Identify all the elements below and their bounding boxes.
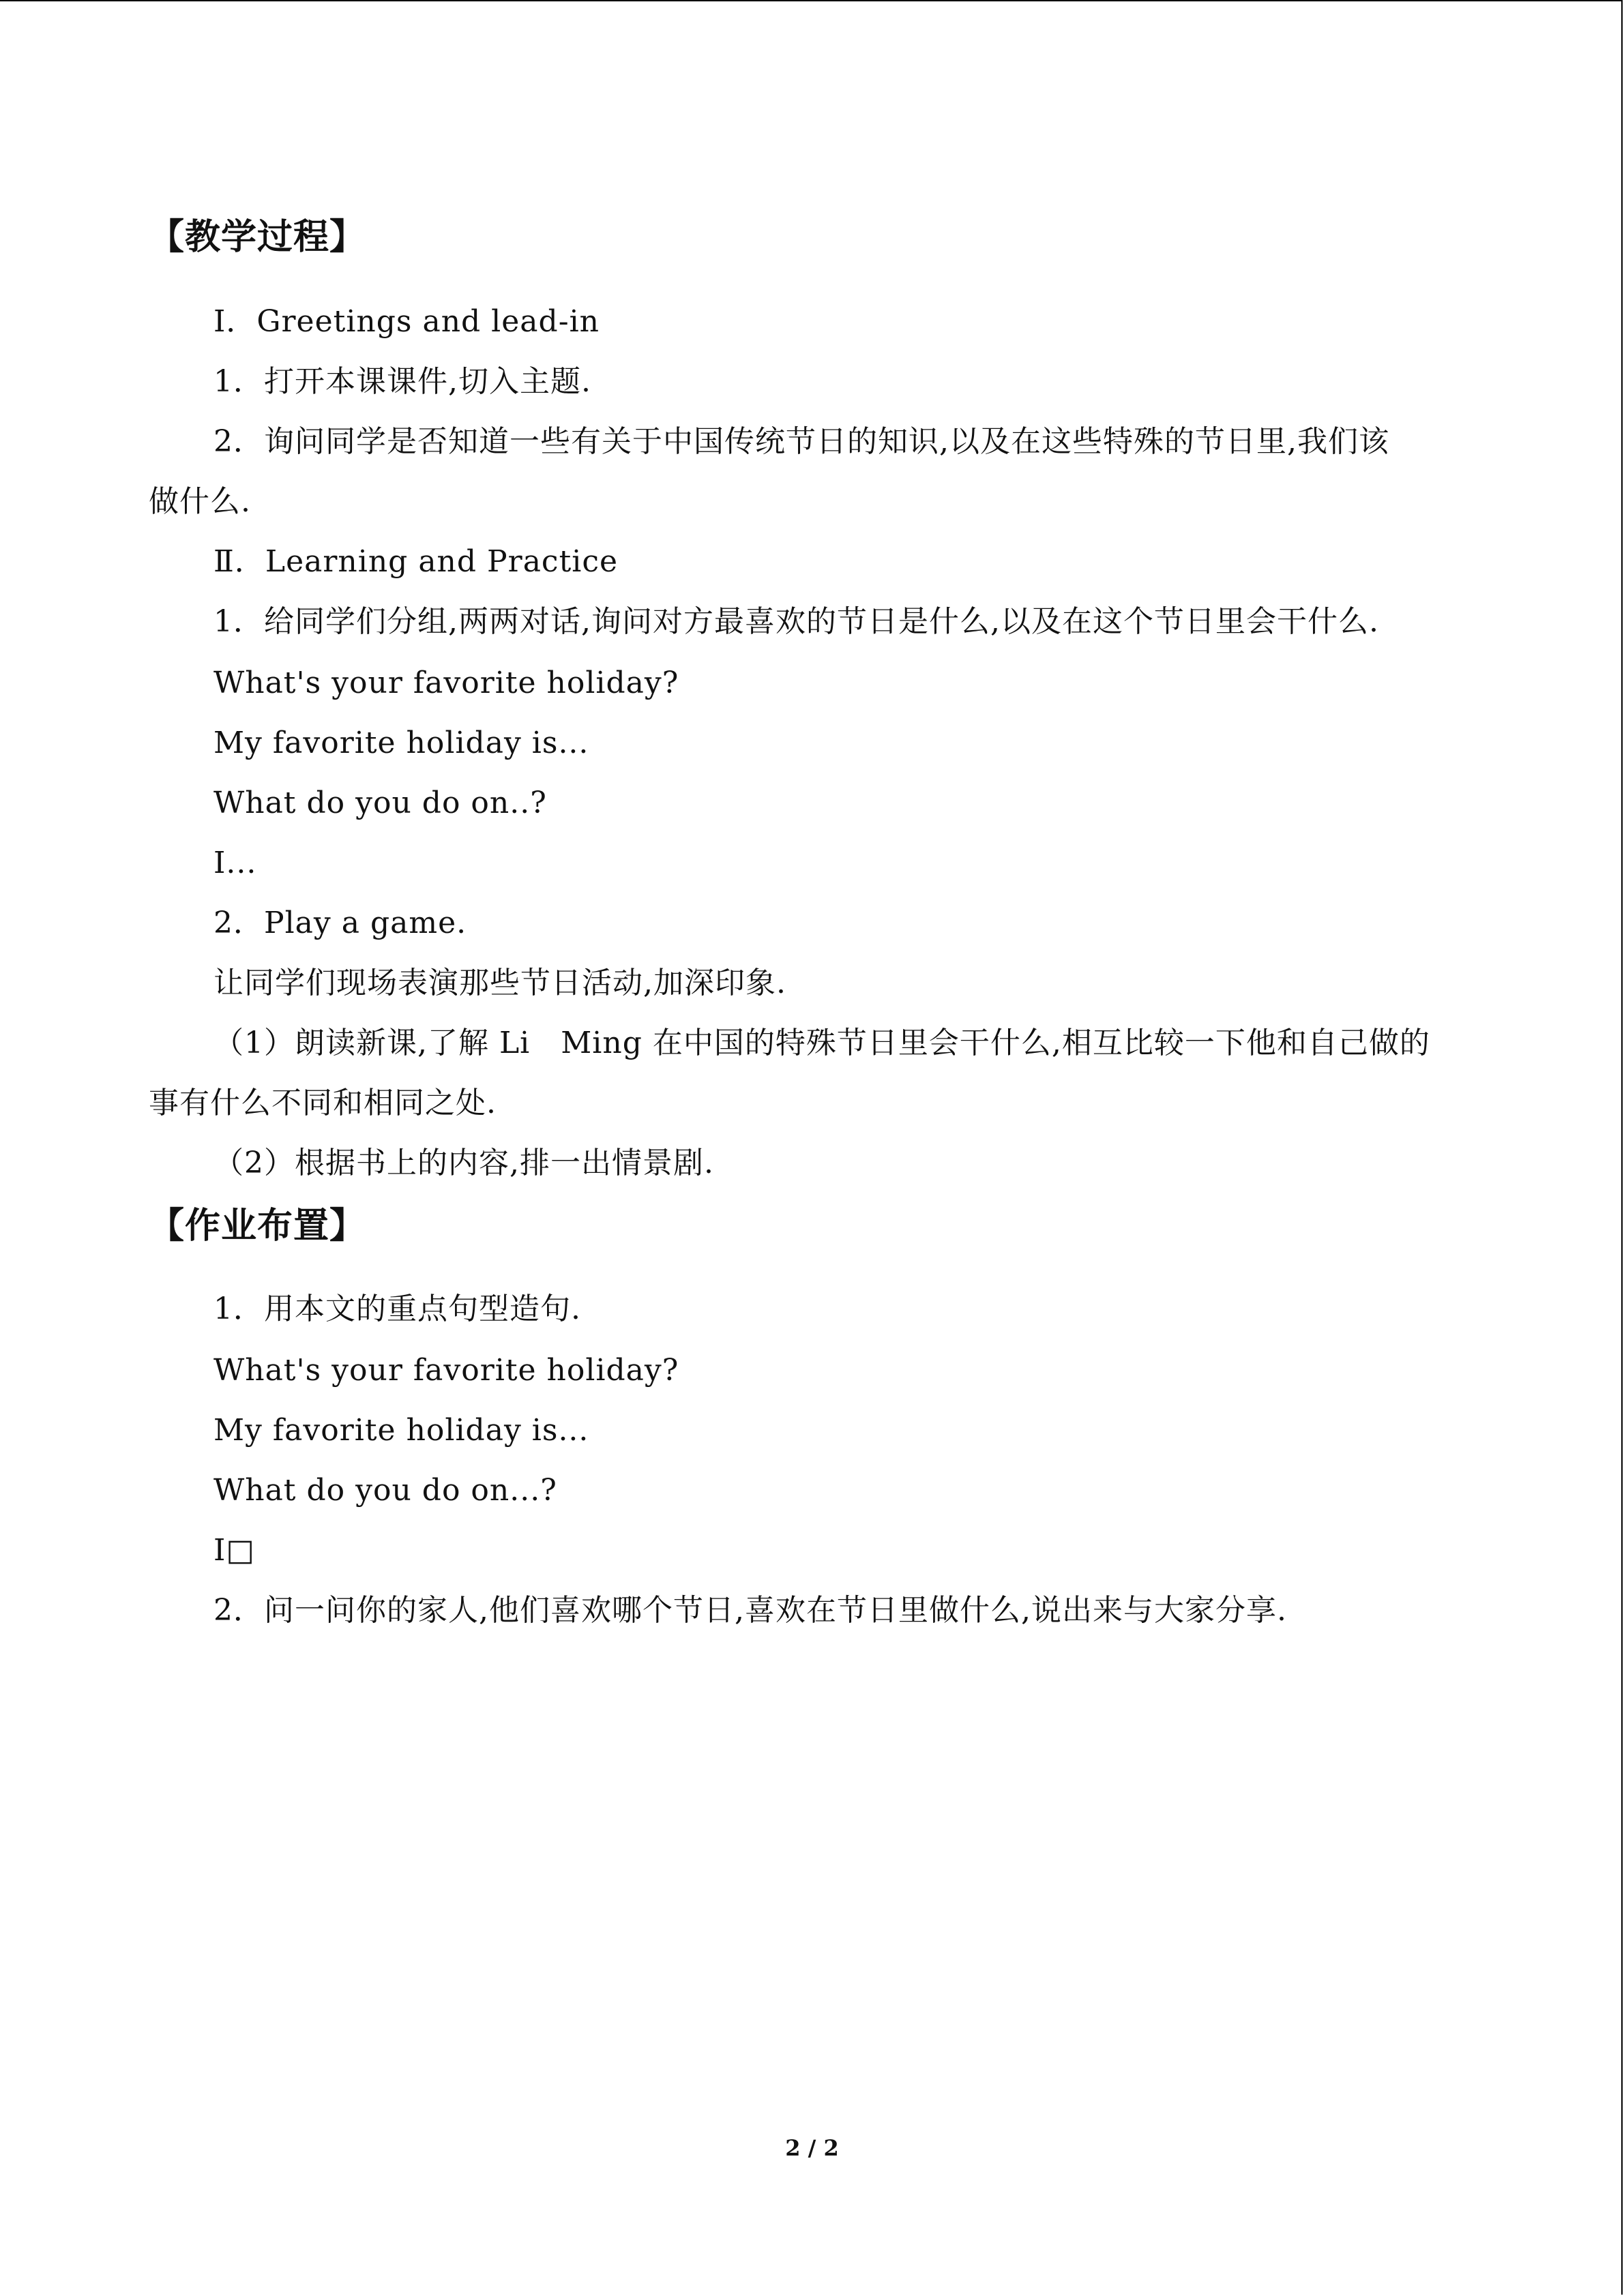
part1-title: Ⅰ．Greetings and lead-in <box>213 304 600 339</box>
part2-item-1: 1．给同学们分组,两两对话,询问对方最喜欢的节日是什么,以及在这个节日里会干什么. <box>213 604 1379 639</box>
section-heading-teaching-process: 【教学过程】 <box>149 217 366 258</box>
sub-item-1-line2: 事有什么不同和相同之处. <box>149 1086 497 1120</box>
sub-item-2: （2）根据书上的内容,排一出情景剧. <box>213 1146 714 1180</box>
dialog-line-4: I... <box>213 846 257 880</box>
part2-item-2-description: 让同学们现场表演那些节日活动,加深印象. <box>213 966 786 1000</box>
part2-item-2: 2．Play a game. <box>213 906 467 940</box>
page-number: 2 / 2 <box>785 2135 839 2161</box>
part2-title: Ⅱ．Learning and Practice <box>213 544 619 579</box>
section-heading-homework: 【作业布置】 <box>149 1206 366 1247</box>
part1-item-1: 1．打开本课课件,切入主题. <box>213 364 591 399</box>
part1-item-2-line1: 2．询问同学是否知道一些有关于中国传统节日的知识,以及在这些特殊的节日里,我们该 <box>213 424 1389 459</box>
dialog-line-1: What's your favorite holiday? <box>213 666 679 700</box>
sub-item-1-line1: （1）朗读新课,了解 Li Ming 在中国的特殊节日里会干什么,相互比较一下他和自己做的 <box>213 1026 1430 1060</box>
homework-sentence-1: What's your favorite holiday? <box>213 1353 679 1388</box>
homework-sentence-4: I□ <box>213 1533 255 1568</box>
homework-item-1: 1．用本文的重点句型造句. <box>213 1292 581 1326</box>
part1-item-2-line2: 做什么. <box>149 484 251 519</box>
homework-sentence-3: What do you do on...? <box>213 1473 557 1508</box>
dialog-line-2: My favorite holiday is... <box>213 726 589 760</box>
homework-item-2: 2．问一问你的家人,他们喜欢哪个节日,喜欢在节日里做什么,说出来与大家分享. <box>213 1593 1287 1628</box>
dialog-line-3: What do you do on..? <box>213 786 547 820</box>
homework-sentence-2: My favorite holiday is... <box>213 1413 589 1448</box>
